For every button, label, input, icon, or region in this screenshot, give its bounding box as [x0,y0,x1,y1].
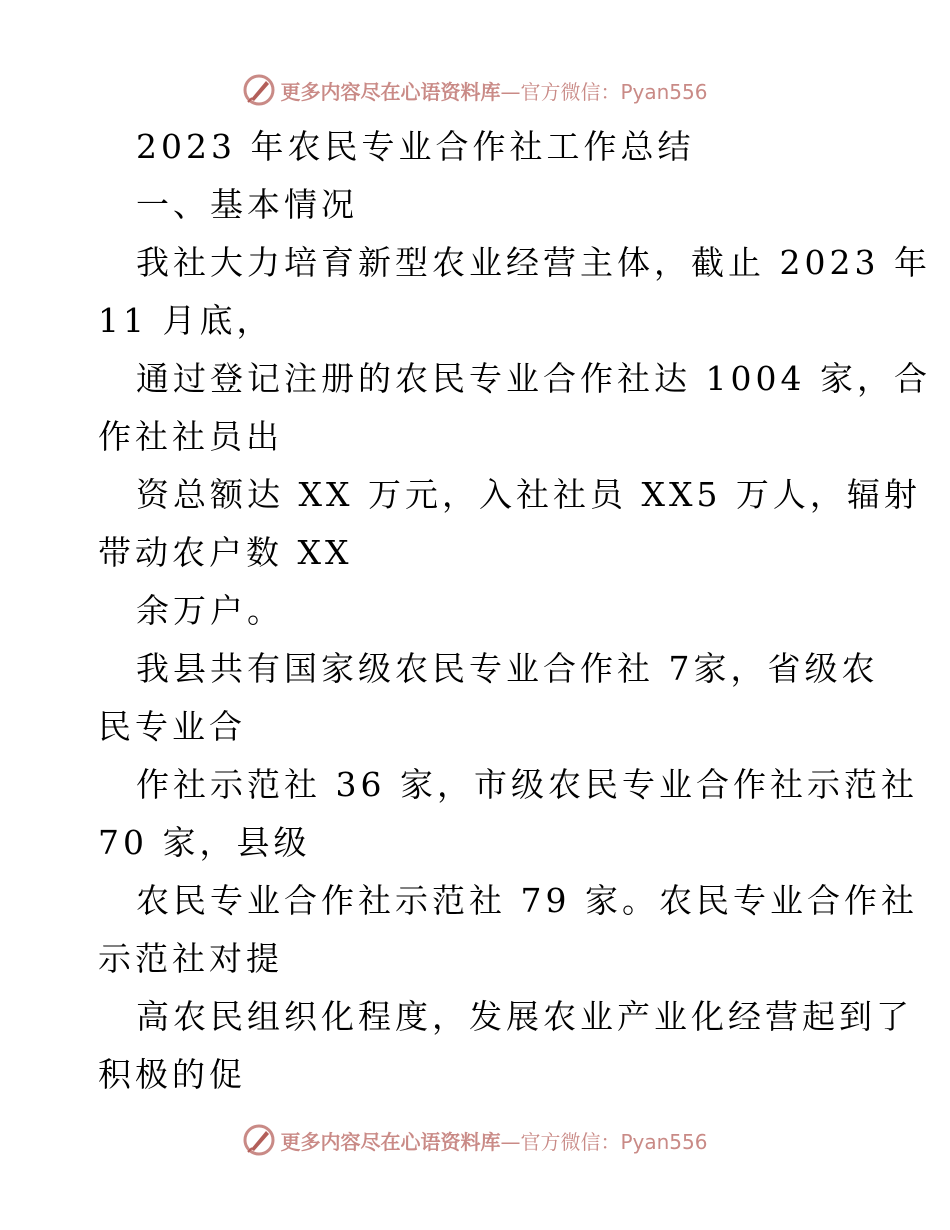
paragraph-line: 余万户。 [136,591,284,630]
paragraph-line: 资总额达 XX 万元，入社社员 XX5 万人，辐射 [136,475,921,514]
paragraph-line: 我县共有国家级农民专业合作社 7家，省级农 [136,649,879,688]
watermark-main-text: 更多内容尽在心语资料库 [280,1129,501,1154]
paragraph-line: 通过登记注册的农民专业合作社达 1004 家，合 [136,359,931,398]
paragraph-line: 作社社员出 [98,417,283,456]
paragraph-line: 我社大力培育新型农业经营主体，截止 2023 年 [136,243,931,282]
footer-watermark [0,1120,950,1160]
paragraph-line: 11 月底， [98,301,274,340]
paragraph-line: 农民专业合作社示范社 79 家。农民专业合作社 [136,881,918,920]
watermark-contact-text: —官方微信：Pyan556 [500,79,708,104]
watermark-main-text: 更多内容尽在心语资料库 [280,79,501,104]
feather-pen-logo-icon [242,73,276,107]
feather-pen-logo-icon [242,1123,276,1157]
paragraph-line: 民专业合 [98,707,246,746]
document-body [98,118,931,1104]
paragraph-line: 作社示范社 36 家，市级农民专业合作社示范社 [136,765,918,804]
paragraph-line: 70 家，县级 [98,823,311,862]
paragraph-line: 示范社对提 [98,939,283,978]
watermark-text [280,1126,707,1155]
document-title: 2023 年农民专业合作社工作总结 [136,127,695,166]
paragraph-line: 带动农户数 XX [98,533,353,572]
header-watermark [0,70,950,110]
section-heading: 一、基本情况 [136,185,358,224]
watermark-text [280,76,707,105]
paragraph-line: 积极的促 [98,1055,246,1094]
paragraph-line: 高农民组织化程度，发展农业产业化经营起到了 [136,997,913,1036]
watermark-contact-text: —官方微信：Pyan556 [500,1129,708,1154]
